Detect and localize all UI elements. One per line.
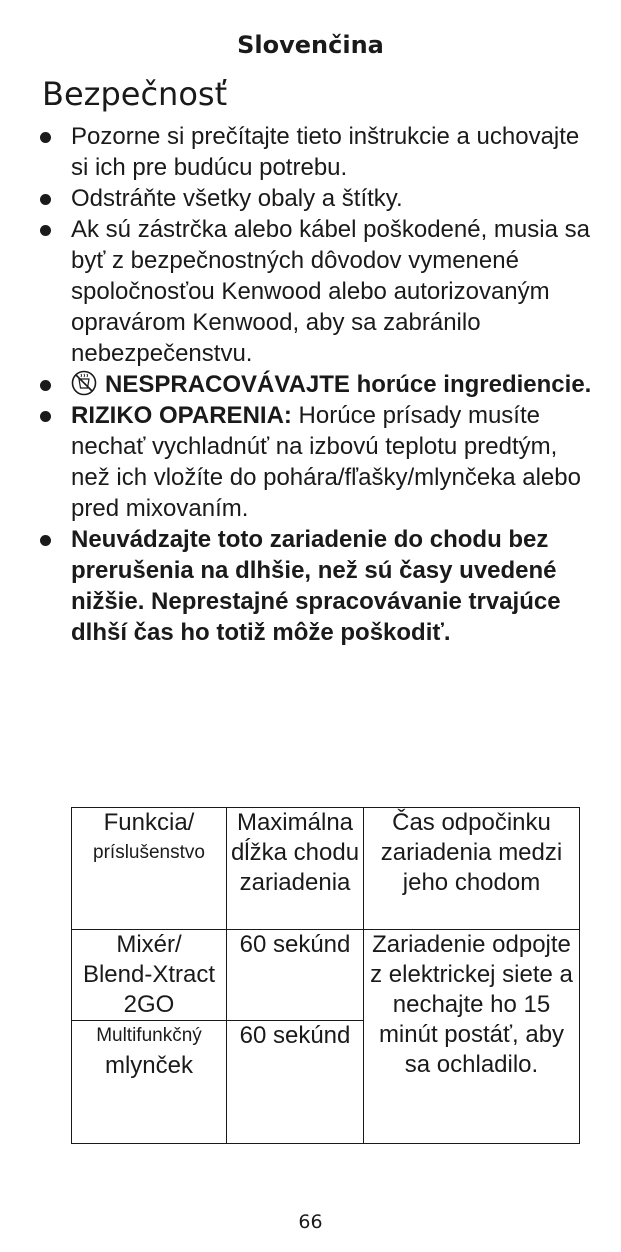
page-number: 66 — [298, 1211, 323, 1233]
table-header-row — [72, 808, 580, 930]
list-item: Pozorne si prečítajte tieto inštrukcie a uchovajte si ich pre budúcu potrebu. — [40, 121, 600, 183]
list-item: Ak sú zástrčka alebo kábel poškodené, musia sa byť z bezpečnostných dôvodov vymenené spoločnosťou Kenwood alebo autorizovaným opravárom Kenwood, aby sa zabránilo nebezpečenstvu. — [40, 214, 600, 369]
list-item: Neuvádzajte toto zariadenie do chodu bez prerušenia na dlhšie, než sú časy uvedené nižšie. Neprestajné spracovávanie trvajúce dlhší čas ho totiž môže poškodiť. — [40, 524, 600, 648]
list-item: NESPRACOVÁVAJTE horúce ingrediencie. — [40, 369, 600, 400]
list-item: Odstráňte všetky obaly a štítky. — [40, 183, 600, 214]
header-max-duration: Maximálna dĺžka chodu zariadenia — [227, 808, 364, 930]
header-function: Funkcia/ príslušenstvo — [72, 808, 227, 930]
operating-time-table — [71, 807, 580, 1144]
rest-note-cell: Zariadenie odpojte z elektrickej siete a nechajte ho 15 minút postáť, aby sa ochladilo. — [364, 930, 580, 1144]
safety-list — [40, 121, 600, 648]
function-cell: Multifunkčný mlynček — [72, 1021, 227, 1144]
function-cell: Mixér/ Blend-Xtract 2GO — [72, 930, 227, 1021]
list-item: RIZIKO OPARENIA: Horúce prísady musíte nechať vychladnúť na izbovú teplotu predtým, než ich vložíte do pohára/fľašky/mlynčeka alebo pred mixovaním. — [40, 400, 600, 524]
header-rest-time: Čas odpočinku zariadenia medzi jeho chodom — [364, 808, 580, 930]
table-row — [72, 930, 580, 1021]
duration-cell: 60 sekúnd — [227, 930, 364, 1021]
language-heading: Slovenčina — [237, 31, 384, 59]
section-title: Bezpečnosť — [42, 75, 228, 113]
no-hot-ingredients-icon — [71, 370, 97, 396]
duration-cell: 60 sekúnd — [227, 1021, 364, 1144]
